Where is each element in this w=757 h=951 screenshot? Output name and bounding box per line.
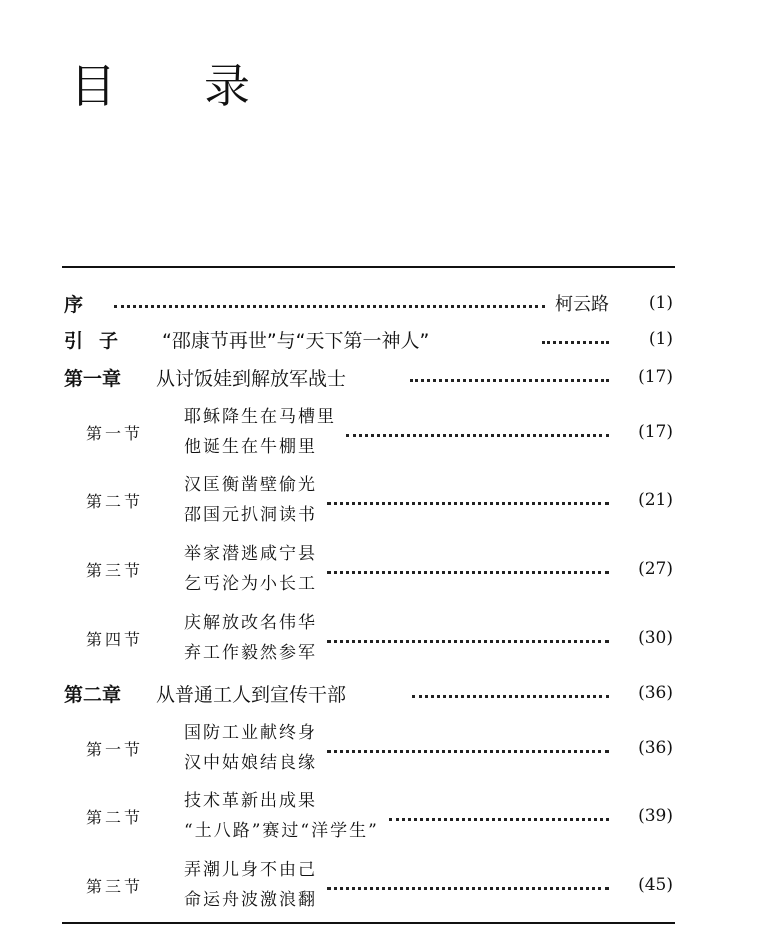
section-label: 第一节 (86, 423, 144, 443)
dot-leader (346, 434, 609, 437)
bottom-rule (62, 922, 675, 924)
intro-label: 引子 (64, 329, 135, 352)
section-titles (184, 718, 317, 778)
section-title-line2: 邵国元扒洞读书 (184, 505, 317, 525)
dot-leader (542, 341, 609, 344)
section-title-line1: 庆解放改名伟华 (184, 613, 317, 633)
page-number: (1) (648, 329, 673, 349)
page-title: 目录 (70, 59, 338, 113)
section-title-line1: 国防工业献终身 (184, 723, 317, 743)
page-number: (27) (638, 559, 673, 579)
chapter-label: 第一章 (64, 367, 122, 390)
page-number: (45) (638, 875, 673, 895)
section-titles (184, 855, 317, 915)
dot-leader (327, 502, 609, 505)
page-number: (30) (638, 628, 673, 648)
section-label: 第三节 (86, 560, 144, 580)
dot-leader (327, 887, 609, 890)
chapter-label: 第二章 (64, 683, 122, 706)
preface-author: 柯云路 (555, 294, 609, 315)
section-title-line2: 乞丐沦为小长工 (184, 574, 317, 594)
toc-entry-chapter-2[interactable] (64, 677, 673, 709)
chapter-title: 从普通工人到宣传干部 (156, 683, 347, 706)
toc-entry-ch1-sec4[interactable] (64, 608, 673, 668)
toc-entry-ch1-sec3[interactable] (64, 539, 673, 599)
section-titles (184, 539, 317, 599)
top-rule (62, 266, 675, 268)
toc-entry-ch1-sec1[interactable] (64, 402, 673, 462)
section-titles (184, 402, 336, 462)
intro-title: “邵康节再世”与“天下第一神人” (162, 329, 430, 352)
section-title-line2: 汉中姑娘结良缘 (184, 753, 317, 773)
page-number: (17) (638, 422, 673, 442)
page-number: (1) (648, 293, 673, 313)
page-number: (39) (638, 806, 673, 826)
page-number: (36) (638, 683, 673, 703)
toc-entry-ch2-sec2[interactable] (64, 786, 673, 846)
preface-label: 序 (64, 293, 84, 316)
toc-entry-ch2-sec3[interactable] (64, 855, 673, 915)
section-label: 第三节 (86, 876, 144, 896)
dot-leader (389, 818, 609, 821)
section-titles (184, 608, 317, 668)
section-title-line2: “土八路”赛过“洋学生” (184, 821, 379, 841)
section-title-line1: 举家潜逃咸宁县 (184, 544, 317, 564)
dot-leader (327, 750, 609, 753)
section-titles (184, 786, 379, 846)
section-title-line1: 汉匡衡凿壁偷光 (184, 475, 317, 495)
section-title-line1: 耶稣降生在马槽里 (184, 407, 336, 427)
toc-entry-intro[interactable] (64, 323, 673, 355)
section-title-line1: 技术革新出成果 (184, 791, 317, 811)
dot-leader (410, 379, 609, 382)
section-title-line2: 他诞生在牛棚里 (184, 437, 317, 457)
section-titles (184, 470, 317, 530)
section-label: 第二节 (86, 807, 144, 827)
toc-entry-preface[interactable] (64, 287, 673, 319)
section-label: 第一节 (86, 739, 144, 759)
section-label: 第四节 (86, 629, 144, 649)
section-title-line2: 弃工作毅然参军 (184, 643, 317, 663)
dot-leader (327, 640, 609, 643)
toc-entry-ch1-sec2[interactable] (64, 470, 673, 530)
toc-entry-ch2-sec1[interactable] (64, 718, 673, 778)
dot-leader (327, 571, 609, 574)
page-number: (36) (638, 738, 673, 758)
page-number: (21) (638, 490, 673, 510)
section-title-line1: 弄潮儿身不由己 (184, 860, 317, 880)
page-number: (17) (638, 367, 673, 387)
section-label: 第二节 (86, 491, 144, 511)
toc-entry-chapter-1[interactable] (64, 361, 673, 393)
dot-leader (114, 305, 545, 308)
dot-leader (412, 695, 609, 698)
section-title-line2: 命运舟波激浪翻 (184, 890, 317, 910)
chapter-title: 从讨饭娃到解放军战士 (156, 367, 347, 390)
